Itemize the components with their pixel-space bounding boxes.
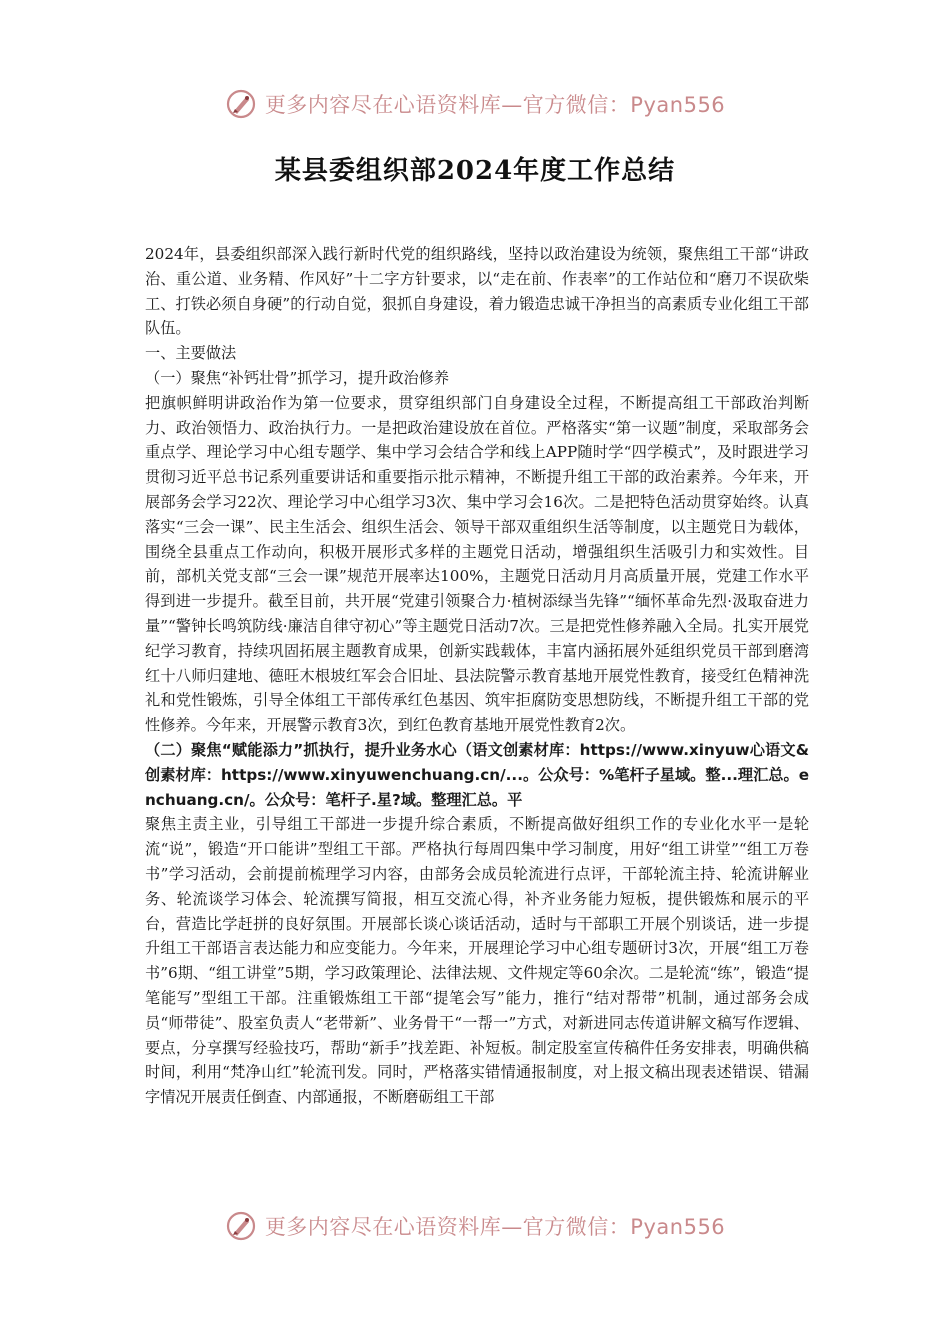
subsection-heading-2: （二）聚焦“赋能添力”抓执行，提升业务水心（语文创素材库：https://www.xinyuw心语文&创素材库：https://www.xinyuwenchuang.cn/...。公众号：%笔杆子星域。整...理汇总。enchuang.cn/。公众号：笔杆子.星?域。整理汇总。平 bbox=[145, 740, 809, 809]
page-title: 某县委组织部2024年度工作总结 bbox=[274, 156, 676, 186]
watermark-header bbox=[0, 84, 950, 124]
watermark-text: 更多内容尽在心语资料库—官方微信：Pyan556 bbox=[264, 1215, 726, 1239]
intro-paragraph: 2024年，县委组织部深入践行新时代党的组织路线，坚持以政治建设为统领，聚焦组工干部“讲政治、重公道、业务精、作风好”十二字方针要求，以“走在前、作表率”的工作站位和“磨刀不误砍柴工、打铁必须自身硬”的行动自觉，狠抓自身建设，着力锻造忠诚干净担当的高素质专业化组工干部队伍。 bbox=[145, 245, 809, 338]
watermark-text: 更多内容尽在心语资料库—官方微信：Pyan556 bbox=[264, 93, 726, 117]
pen-logo-icon bbox=[225, 88, 257, 120]
subsection-body-2: 聚焦主责主业，引导组工干部进一步提升综合素质，不断提高做好组织工作的专业化水平一是轮流“说”，锻造“开口能讲”型组工干部。严格执行每周四集中学习制度，用好“组工讲堂”“组工万卷书”学习活动，会前提前梳理学习内容，由部务会成员轮流进行点评，干部轮流主持、轮流讲解业务、轮流谈学习体会、轮流撰写简报，相互交流心得，补齐业务能力短板，提供锻炼和展示的平台，营造比学赶拼的良好氛围。开展部长谈心谈话活动，适时与干部职工开展个别谈话，进一步提升组工干部语言表达能力和应变能力。今年来，开展理论学习中心组专题研讨3次，开展“组工万卷书”6期、“组工讲堂”5期，学习政策理论、法律法规、文件规定等60余次。二是轮流“练”，锻造“提笔能写”型组工干部。注重锻炼组工干部“提笔会写”能力，推行“结对帮带”机制，通过部务会成员“师带徒”、股室负责人“老带新”、业务骨干“一帮一”方式，对新进同志传道讲解文稿写作逻辑、要点，分享撰写经验技巧，帮助“新手”找差距、补短板。制定股室宣传稿件任务安排表，明确供稿时间，利用“梵净山红”轮流刊发。同时，严格落实错情通报制度，对上报文稿出现表述错误、错漏字情况开展责任倒查、内部通报，不断磨砺组工干部 bbox=[145, 815, 809, 1107]
section-heading-1: 一、主要做法 bbox=[145, 344, 237, 363]
subsection-body-1: 把旗帜鲜明讲政治作为第一位要求，贯穿组织部门自身建设全过程，不断提高组工干部政治判断力、政治领悟力、政治执行力。一是把政治建设放在首位。严格落实“第一议题”制度，采取部务会重点学、理论学习中心组专题学、集中学习会结合学和线上APP随时学“四学模式”，及时跟进学习贯彻习近平总书记系列重要讲话和重要指示批示精神，不断提升组工干部的政治素养。今年来，开展部务会学习22次、理论学习中心组学习3次、集中学习会16次。二是把特色活动贯穿始终。认真落实“三会一课”、民主生活会、组织生活会、领导干部双重组织生活等制度，以主题党日为载体，围绕全县重点工作动向，积极开展形式多样的主题党日活动，增强组织生活吸引力和实效性。目前，部机关党支部“三会一课”规范开展率达100%，主题党日活动月月高质量开展，党建工作水平得到进一步提升。截至目前，共开展“党建引领聚合力·植树添绿当先锋”“缅怀革命先烈·汲取奋进力量”“警钟长鸣筑防线·廉洁自律守初心”等主题党日活动7次。三是把党性修养融入全局。扎实开展党纪学习教育，持续巩固拓展主题教育成果，创新实践载体，丰富内涵拓展外延组织党员干部到磨湾红十八师归建地、德旺木根坡红军会合旧址、县法院警示教育基地开展党性教育，接受红色精神洗礼和党性锻炼，引导全体组工干部传承红色基因、筑牢拒腐防变思想防线，不断提升组工干部的党性修养。今年来，开展警示教育3次，到红色教育基地开展党性教育2次。 bbox=[145, 393, 809, 735]
watermark-footer bbox=[0, 1206, 950, 1246]
pen-logo-icon bbox=[225, 1210, 257, 1242]
subsection-heading-1: （一）聚焦“补钙壮骨”抓学习，提升政治修养 bbox=[145, 368, 450, 387]
document-body bbox=[145, 242, 809, 1110]
